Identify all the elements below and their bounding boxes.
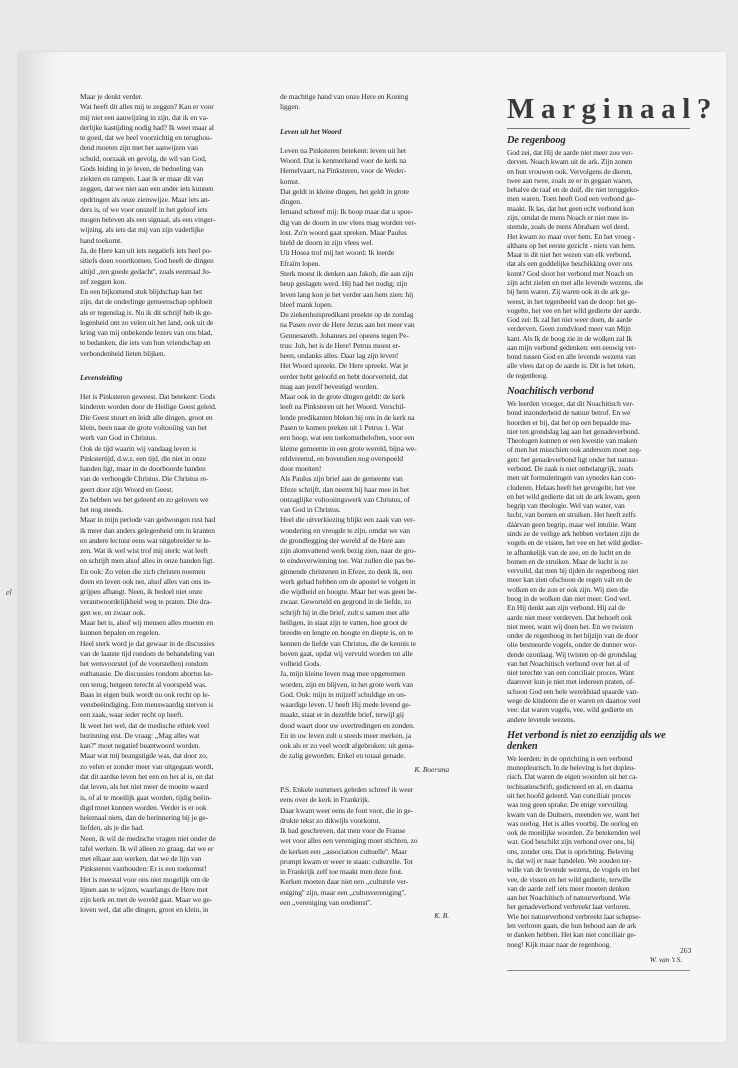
paragraph: Sterk moest ik denken aan Jakob, die aan zijn heup geslagen werd. Hij had het nodig; zijn leven lang kon je het verder aan hem zien: hij bleef mank lopen. bbox=[280, 268, 414, 309]
paragraph: Ik had geschreven, dat men voor de Franse wet voor alles een vereniging moet stichten, zo de kerken een ,,association cultuelle''. Maar prompt kwam er weer te staan: culturelle. Tot in Frankrijk zelf toe maakt men deze fout. Kerken moeten daar niet een ,,culturele ver- eniging'' zijn, maar een ,,cultusvereniging'', een ,,vereniging van eredienst''. bbox=[280, 826, 418, 907]
paragraph: Maar het is, alsof wij mensen alles moeten en kunnen bepalen en regelen. bbox=[80, 618, 214, 638]
paragraph: Ook de tijd waarin wij vandaag leven is Pinkstertijd, d.w.z. een tijd, die niet in onze handen ligt, maar in de doorboorde handen van de verhoogde Christus. Die Christus re- geert door zijn Woord en Geest. bbox=[80, 443, 209, 494]
column-2 bbox=[280, 92, 457, 921]
paragraph: Iemand schreef mij: Ik hoop maar dat u spoe- dig van de doorn in uw vlees mag worden ver- lost. Zo'n woord gaat spreken. Maar Paulus hield de doorn in zijn vlees wel. bbox=[280, 207, 417, 248]
paragraph: Ja, de Here kan uit iets negatiefs iets heel po- sitiefs doen voortkomen. God heeft de dingen altijd ,,ten goede gedacht'', zoals eenmaal Jo- zef zeggen kon. bbox=[80, 245, 214, 286]
paragraph: Daar kwam weer eens de fout voor, die in ge- drukte tekst zo dikwijls voorkomt. bbox=[280, 805, 414, 825]
column-3 bbox=[507, 93, 718, 971]
section-heading: Het verbond is niet zo eenzijdig als we denken bbox=[507, 729, 666, 752]
paragraph: Heel die uitverkiezing blijkt een zaak van ver- wondering en vreugde te zijn, omdat we van de grondlegging der wereld af de Here aan zijn alomvattend werk bezig zien, naar de gro- te eindoverwinning toe. Wat zullen die pas be- ginnende christenen in Efeze, zo denk ik, een werk gehad hebben om de apostel te volgen in die wijdheid en hoogte. Maar het was geen be- zwaar. Geworteld en gegrond in de liefde, zo schrijft hij in die brief, zult u samen met alle heiligen, in staat zijn te vatten, hoe groot de breedte en lengte en hoogte en diepte is, en te kennen de liefde van Christus, die de kennis te boven gaat, opdat wij vervuld worden tot alle volheid Gods. bbox=[280, 515, 417, 669]
author-signature: K. B. bbox=[434, 911, 449, 921]
paragraph: Als Paulus zijn brief aan de gemeente van Efeze schrijft, dan neemt hij haar mee in het ontzaglijke voltooiingswerk van Christus, of van God in Christus. bbox=[280, 474, 410, 515]
paragraph: P.S. Enkele nummers geleden schreef ik weer eens over de kerk in Frankrijk. bbox=[280, 785, 414, 805]
paragraph: Dat geldt in kleine dingen, het geldt in grote dingen. bbox=[280, 186, 409, 207]
paragraph: Uit Hosea trof mij het woord: Ik leerde Efraïm lopen. bbox=[280, 248, 395, 268]
column-1 bbox=[80, 92, 257, 916]
paragraph: Ik weet het wel, dat de medische ethiek veel bezinning eist. De vraag: ,,Mag alles wat kan?'' moet negatief beantwoord worden. Maar wat mij beangstigde was, dat door zo, zo velen er zonder meer van uitgegaan wordt, dat dit aardse leven het een en het al is, en dat dat leven, als het niet meer de moeite waard is, of al te moeilijk gaat worden, tijdig beëin- digd moet kunnen worden. Verder is er ook helemaal niets, dan de herinnering bij je ge- liefden, als je die had. bbox=[80, 720, 214, 833]
section-heading: Noachitisch verbond bbox=[507, 386, 594, 398]
paragraph: Neen, ik wil de medische vragen niet onder de tafel werken. Ik wil alleen zo graag, dat we er met elkaar aan werken, dat we de lijn van Pinksteren vasthouden: Er is een toekomst! Het is meestal voor ons niet mogelijk om de lijnen aan te wijzen, waarlangs de Here met zijn kerk en met de wereld gaat. Maar we ge- loven wel, dat alle dingen, groot en klein, in bbox=[80, 833, 216, 915]
paragraph: Ja, mijn kleine leven mag mee opgenomen worden, zijn en blijven, in het grote werk van God. Ook: mijn in mijzelf schuldige en on- waardige leven. U heeft Hij mede levend ge- maakt, staat er in dezelfde brief, terwijl gij dood waart door uw overtredingen en zonden. En in uw leven zult u steeds meer merken, ja ook als er zo veel wordt afgebroken: uit gena- de zalig geworden. Enkel en totaal genade. bbox=[280, 669, 415, 761]
paragraph: We leerden: in de oprichting is een verbond monopleurisch. In de beleving is het dupleu- risch. Dat waren de eigen woorden uit het ca- techisatieschrift, gedicteerd en al, en daarna uit het hoofd geleerd. Van conciliair proces was nog geen sprake. De enige vervuiling kwam van de Duitsers, meenden we, want het was oorlog. Het is alles voorbij. De oorlog en ook de moeilijke woorden. Ze betekenden wel wat. God beschikt zijn verbond over ons, bij ons, zonder ons. Dat is oprichting. Beleving is, dat wij er naar handelen. We zouden ter- wille van de levende wezens, de vogels en het vee, de vissen en het wild gedierte, terwille van de aarde zelf iets meer moeten denken aan het Noachitisch of natuurverbond. Wie het genadeverbond verbreekt laat verloren. Wie het natuurverbond verbreekt laat schepse- len verloren gaan, die hun behoud aan de ark te danken hebben. Het kan niet conciliair ge- noeg! Kijk maar naar de regenboog. bbox=[507, 753, 641, 949]
paragraph: Zo hebben we het geleerd en zo geloven we het nog steeds. bbox=[80, 494, 209, 515]
page-binding-shadow bbox=[18, 52, 58, 1042]
section-heading: Levensleiding bbox=[80, 372, 123, 382]
author-signature: W. van 't S. bbox=[649, 954, 682, 964]
paragraph: Leven na Pinksteren betekent: leven uit het Woord. Dat is kenmerkend voor de kerk na Hemelvaart, na Pinksteren, voor de Weder- komst. bbox=[280, 145, 407, 186]
section-heading: De regenboog bbox=[507, 135, 566, 146]
paragraph: God zei, dat Hij de aarde niet meer zou ver- derven. Noach kwam uit de ark. Zijn zonen en hun vrouwen ook. Vervolgens de dieren, twee aan twee, zoals ze er in gegaan waren, behalve de raaf en de duif, die niet teruggeko- men waren. Toen heeft God een verbond ge- maakt. Ik las, dat het geen echt verbond kon zijn, omdat de mens Noach er niet mee in- stemde, zoals de mens Abraham wel deed. Het kwam zo maar over hem. En het vroeg - althans op het eerste gezicht - niets van hem. Maar is dit niet het wezen van elk verbond, dat als een goddelijke beschikking over ons komt? God sloot het verbond met Noach en zijn acht zielen en met alle levende wezens, die bij hem waren. Zij waren ook in de ark ge- weest, in het tegenbeeld van de doop: het ge- vogelte, het vee en het wild gedierte der aarde. God zei: Ik zal het niet weer doen, de aarde verderven. Geen zondvloed meer van Mijn kant. Als Ik de boog zie in de wolken zal Ik aan mijn verbond gedenken: een eeuwig ver- bond tussen God en alle levende wezens van alle vlees dat op de aarde is: Dit is het teken, de regenboog. bbox=[507, 148, 644, 380]
margin-mark: el bbox=[6, 588, 12, 597]
paragraph: Het Woord spreekt. De Here spreekt. Wat je eerder hebt geloofd en hebt doorverteld, dat mag aan jezelf bevestigd worden. bbox=[280, 361, 409, 391]
column-title: Marginaal? bbox=[507, 93, 718, 125]
paragraph: Heel sterk word je dat gewaar in de discussies van de laatste tijd rondom de behandeling van het wetsvoorstel (of de voorstellen) rondom euthanasie. De discussies rondom abortus ke- ren terug, hetgeen terecht al voorspeld was. Baas in eigen buik wordt nu ook recht op le- vensbeëindiging. Een menswaardig sterven is een zaak, waar ieder recht op heeft. bbox=[80, 638, 215, 720]
author-signature: K. Boersma bbox=[414, 764, 449, 774]
title-rule bbox=[507, 128, 690, 129]
paragraph: Maar ook in de grote dingen geldt: de kerk leeft na Pinksteren uit het Woord. Verschil- lende predikanten bleken bij ons in de kerk na Pasen te komen preken uit 1 Petrus 1. Wat een hoop, wat een toekomstbeloften, voor een kleine gemeente in een grote wereld, bijna we- reldvreemd, en bovendien nog overspoeld door moeiten! bbox=[280, 392, 417, 474]
paragraph: En een bijkomend stuk blijdschap kan het zijn, dat de onderlinge gemeenschap opbloeit als er tegenslag is. Nu ik dit schrijf heb ik ge- legenheid om zo velen uit het land, ook uit de kring van mij onbekende lezers van ons blad, te bedanken, die iets van hun vriendschap en verbondenheid lieten blijken. bbox=[80, 287, 214, 358]
page-number: 263 bbox=[680, 946, 692, 955]
paragraph: Maar je denkt verder. Wat heeft dit alles mij te zeggen? Kan er voor mij niet een aanwijzing in zijn, dat ik en va- derlijke kastijding nodig had? Ik weet maar al te goed, dat we heel voorzichtig en terughou- dend moeten zijn met het aanwijzen van schuld, oorzaak en gevolg, de wil van God, Gods leiding in je leven, de bedoeling van ziekten en rampen. Laat ik er maar dit van zeggen, dat we niet aan een ander iets kunnen opdringen als onze zienswijze. Maar iets an- ders is, of we voor onszelf in het geloof iets mogen beleven als een signaal, als een vinger- wijzing, als iets dat mij van zijn vaderlijke hand toekomt. bbox=[80, 92, 216, 245]
paragraph: De ziekenhuispredikant preekte op de zondag na Pasen over de Here Jezus aan het meer van Gennesareth. Johannes zei opeens tegen Pe- trus: Joh, het is de Here! Petrus moest er- heen, ondanks alles. Daar lag zijn leven! bbox=[280, 310, 415, 361]
paragraph: Maar in mijn periode van gedwongen rust had ik meer dan anders gelegenheid om in kranten en andere lectuur eens wat uitgebreider te le- zen. Wat ik wel wist trof mij sterk: wat leeft en schrijft men alsof alles in onze handen ligt. En ook: Zo velen die zich christen noemen doen en leven ook net, alsof alles van ons in- grijpen afhangt. Neen, ik bedoel niet onze verantwoordelijkheid weg te praten. Die dra- gen we, en zwaar ook. bbox=[80, 515, 216, 617]
section-heading: Leven uit het Woord bbox=[280, 126, 342, 136]
end-rule bbox=[507, 970, 690, 971]
paragraph: We leerden vroeger, dat dit Noachitisch ver- bond inzonderheid de natuur betrof. En we hoorden er bij, dat het op een bepaalde ma- nier ten grondslag lag aan het genadeverbond. Theologen kunnen er een kwestie van maken of men het misschien ook andersom moet zeg- gen: het genadeverbond ligt onder het natuur- verbond. De zaak is niet onbelangrijk, zoals men uit formuleringen van synodes kan con- cluderen. Helaas heeft het gevogelte, het vee en het wild gedierte dat uit de ark kwam, geen begrip van theologie. Wel van water, van lucht, van bomen en struiken. Het heeft zelfs dáárvan geen begrip, maar wel intuïtie. Want sinds ze de veilige ark hebben verlaten zijn de vogels en de vissen, het vee en het wild gedier- te afhankelijk van de zee, en de lucht en de bomen en de struiken. Maar de lucht is zo vervuild, dat men bij tijden de regenboog niet meer kan zien ofschoon de regen valt en de wolken en de zon er ook zijn. Wij zien die boog in de wolken dan niet meer. God wel. En Hij denkt aan zijn verbond. Hij zal de aarde niet meer verderven. Dat behoeft ook niet meer, want wij doen het. En we twisten onder de regenboog in het bijzijn van de door olie besmeurde vogels, onder de dunner wor- dende ozonlaag. Wij twisten op de grondslag van het Noachitisch verbond over het al of niet terechte van een conciliair proces. Want daarover kun je niet met iedereen praten, of- schoon God een hele wereldstad spaarde van- wege de kinderen die er waren en daartoe veel vee: dat waren vogels, vee, wild gedierte en andere levende wezens. bbox=[507, 399, 643, 724]
paragraph: de machtige hand van onze Here en Koning liggen. bbox=[280, 92, 409, 112]
paragraph: Het is Pinksteren geweest. Dat betekent: Gods kinderen worden door de Heilige Geest geleid. Die Geest stuurt en leidt alle dingen, groot en klein, heen naar de grote voltooiing van het werk van God in Christus. bbox=[80, 392, 217, 443]
